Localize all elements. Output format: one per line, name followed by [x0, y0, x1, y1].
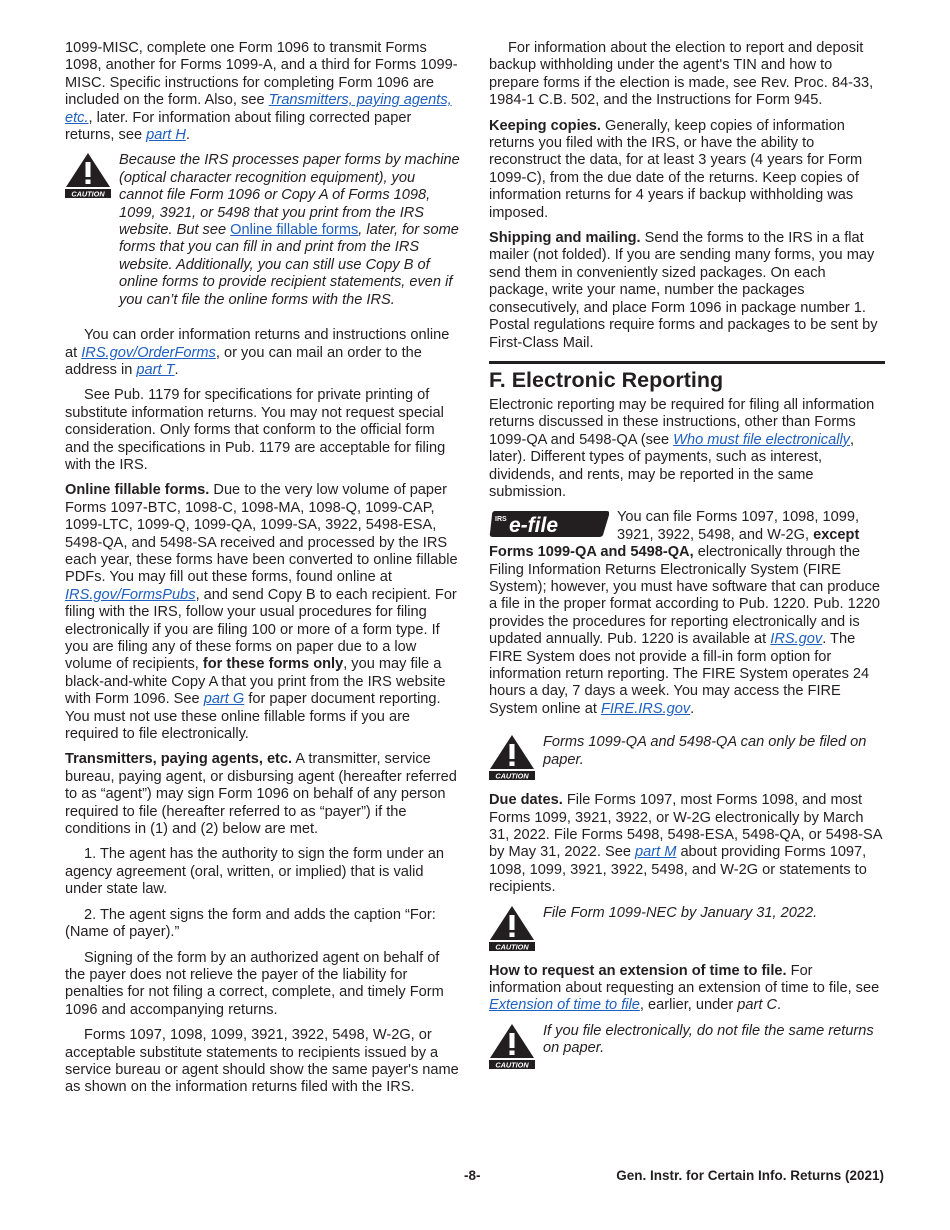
paragraph [489, 792, 885, 896]
left-column [65, 40, 460, 1105]
extension-of-time-link[interactable]: Extension of time to file [489, 997, 640, 1014]
text: . [185, 127, 190, 144]
right-column [489, 40, 885, 1081]
caution-note [489, 1023, 885, 1071]
text: , and send Copy B to each recipient. For filing with the IRS, follow your usual procedures for filing electronically if you are filing 100 or more of a form type. If you are filing any of these forms on paper due to a low volume of recipients, [65, 586, 457, 673]
run-in-heading: How to request an extension of time to file. [489, 962, 787, 979]
text: Send the forms to the IRS in a flat mailer (not folded). If you are sending many forms, you may send them in conveniently sized packages. On each package, write your name, number the packages consecutively, and place Form 1096 in package number 1. Postal regulations require forms and packages to be sent by First-Class Mail. [489, 230, 878, 351]
text: 1099-MISC, complete one Form 1096 to transmit Forms 1098, another for Forms 1099-A, and a third for Forms 1099-MISC. Specific instructions for completing Form 1096 are included on the form. Also, see [65, 40, 458, 109]
text: File Forms 1097, most Forms 1098, and most Forms 1099, 3921, 3922, or W-2G electronically by March 31, 2022. File Forms 5498, 5498-ESA, 5498-QA, or 5498-SA by May 31, 2022. See [489, 792, 882, 861]
section-heading: F. Electronic Reporting [489, 367, 724, 392]
part-h-link[interactable]: part H [146, 127, 186, 144]
text: . [777, 997, 782, 1014]
italic-text: part C [737, 997, 777, 1014]
run-in-heading: Online fillable forms. [65, 482, 210, 499]
paragraph [489, 397, 885, 501]
text: Electronic reporting may be required for filing all information returns discussed in these instructions, other than Forms 1099-QA and 5498-QA (see [489, 396, 875, 448]
caution-icon [489, 734, 535, 780]
caution-icon [489, 905, 535, 951]
text: . The FIRE System does not provide a fill-in form option for information return reporting. The FIRE System operates 24 hours a day, 7 days a week. You may access the FIRE System online at [489, 631, 870, 717]
efile-logo-icon [489, 509, 609, 539]
text: Because the IRS processes paper forms by machine (optical character recognition equipment), you cannot file Form 1096 or Copy A of Forms 1098, 1099, 3921, or 5498 that you print from the IRS website. But see [119, 152, 460, 239]
paragraph: 1. The agent has the authority to sign the form under an agency agreement (oral, written, or implied) that is valid under state law. [65, 846, 444, 898]
caution-text: If you file electronically, do not file the same returns on paper. [543, 1022, 874, 1057]
efile-paragraph [489, 509, 885, 718]
text: , later). Different types of payments, such as interest, dividends, and rents, may be reported in the same submission. [489, 431, 855, 500]
caution-text: File Form 1099-NEC by January 31, 2022. [543, 904, 818, 921]
paragraph: Forms 1097, 1098, 1099, 3921, 3922, 5498, W-2G, or acceptable substitute statements to recipients issued by a service bureau or agent should show the same payer's name as shown on the information returns filed with the IRS. [65, 1027, 459, 1096]
caution-label: CAUTION [71, 189, 105, 199]
caution-note [65, 152, 460, 309]
who-must-file-link[interactable]: Who must file electronically [673, 431, 850, 448]
paragraph: Signing of the form by an authorized agent on behalf of the payer does not relieve the payer of the liability for penalties for not filing a correct, complete, and timely Form 1096 and accompanying returns. [65, 949, 444, 1018]
caution-note [489, 905, 885, 953]
efile-irs-text: IRS [495, 516, 507, 524]
section-rule [489, 361, 885, 393]
text: about providing Forms 1097, 1098, 1099, 3921, 3922, 5498, and W-2G or statements to recipients. [489, 844, 867, 896]
caution-icon [65, 152, 111, 198]
footer-title: Gen. Instr. for Certain Info. Returns (2021) [616, 1168, 884, 1183]
paragraph [489, 230, 885, 352]
paragraph [489, 118, 885, 222]
run-in-heading: Keeping copies. [489, 117, 601, 134]
text: A transmitter, service bureau, paying agent, or disbursing agent (hereafter referred to as “agent”) may sign Form 1096 on behalf of any person required to file (hereafter referred to as “payer”) if the conditions in (1) and (2) below are met. [65, 751, 457, 838]
run-in-heading: Shipping and mailing. [489, 230, 641, 247]
transmitters-link[interactable]: Transmitters, paying agents, etc. [65, 92, 452, 126]
run-in-heading: Transmitters, paying agents, etc. [65, 751, 293, 768]
paragraph: 2. The agent signs the form and adds the caption “For: (Name of payer).” [65, 906, 436, 941]
text: , later, for some forms that you can fill in and print from the IRS website. Additionally, you can still use Copy B of online forms to provide recipient statements, even if you can’t file the online forms with the IRS. [119, 222, 459, 308]
online-fillable-forms-link[interactable]: Online fillable forms [230, 222, 359, 239]
caution-label: CAUTION [495, 941, 529, 951]
text: You can file Forms 1097, 1098, 1099, 3921, 3922, 5498, and W-2G, [617, 509, 860, 543]
text: Generally, keep copies of information returns you filed with the IRS, or have the ability to reconstruct the data, for at least 3 years (4 years for Form 1099-C), from the due date of the returns. Keep copies of information returns for 4 years if backup withholding was imposed. [489, 117, 863, 221]
bold-text: for these forms only [202, 656, 344, 673]
text: , earlier, under [639, 997, 738, 1014]
text: . [690, 700, 695, 717]
text: Due to the very low volume of paper Forms 1097-BTC, 1098-C, 1098-MA, 1098-Q, 1099-CAP, 1099-LTC, 1099-Q, 1099-QA, 1099-SA, 3922, 5498-ESA, 5498-QA, and 5498-SA received and processed by the IRS each year, these forms have been converted to online fillable PDFs. You may fill out these forms, found online at [65, 482, 458, 586]
caution-note [489, 734, 885, 782]
caution-text: Forms 1099-QA and 5498-QA can only be filed on paper. [543, 734, 867, 768]
paragraph [65, 40, 460, 144]
text: You can order information returns and instructions online at [65, 327, 450, 361]
paragraph [65, 751, 460, 838]
paragraph [489, 963, 885, 1015]
text: . [174, 361, 179, 378]
text: electronically through the Filing Information Returns Electronically System (FIRE System); however, you must have software that can produce a file in the proper format according to Pub. 1220. Pub. 1220 provides the procedures for reporting electronically and is updated annually. Pub. 1220 is available at [489, 544, 881, 648]
text: For information about requesting an extension of time to file, see [489, 962, 880, 997]
part-g-link[interactable]: part G [203, 691, 245, 708]
efile-text: e-file [509, 514, 559, 538]
text: , later. For information about filing corrected paper returns, see [65, 109, 412, 144]
part-m-link[interactable]: part M [635, 844, 677, 861]
run-in-heading: Due dates. [489, 792, 563, 809]
caution-icon [489, 1023, 535, 1069]
page-number: -8- [464, 1168, 481, 1183]
text: , you may file a black-and-white Copy A that you print from the IRS website with Form 1096. See [65, 656, 446, 708]
fire-irs-gov-link[interactable]: FIRE.IRS.gov [600, 700, 691, 717]
paragraph [65, 327, 460, 379]
part-t-link[interactable]: part T [136, 361, 175, 378]
text: for paper document reporting. You must not use these online fillable forms if you are required to file electronically. [65, 691, 441, 743]
text: , or you can mail an order to the address in [65, 344, 422, 378]
bold-text: except Forms 1099-QA and 5498-QA, [489, 526, 860, 561]
caution-label: CAUTION [495, 771, 529, 781]
caution-label: CAUTION [495, 1060, 529, 1069]
order-forms-link[interactable]: IRS.gov/OrderForms [81, 344, 216, 361]
paragraph: See Pub. 1179 for specifications for private printing of substitute information returns. You may not request special consideration. Only forms that conform to the official form and the specifications in Pub. 1179 are acceptable for filing with the IRS. [65, 387, 446, 473]
paragraph: For information about the election to report and deposit backup withholding under the agent's TIN and how to prepare forms if the election is made, see Rev. Proc. 84-33, 1984-1 C.B. 502, and the Instructions for Form 945. [489, 40, 874, 109]
paragraph [65, 482, 460, 743]
forms-pubs-link[interactable]: IRS.gov/FormsPubs [65, 586, 196, 603]
irs-gov-link[interactable]: IRS.gov [770, 631, 823, 648]
